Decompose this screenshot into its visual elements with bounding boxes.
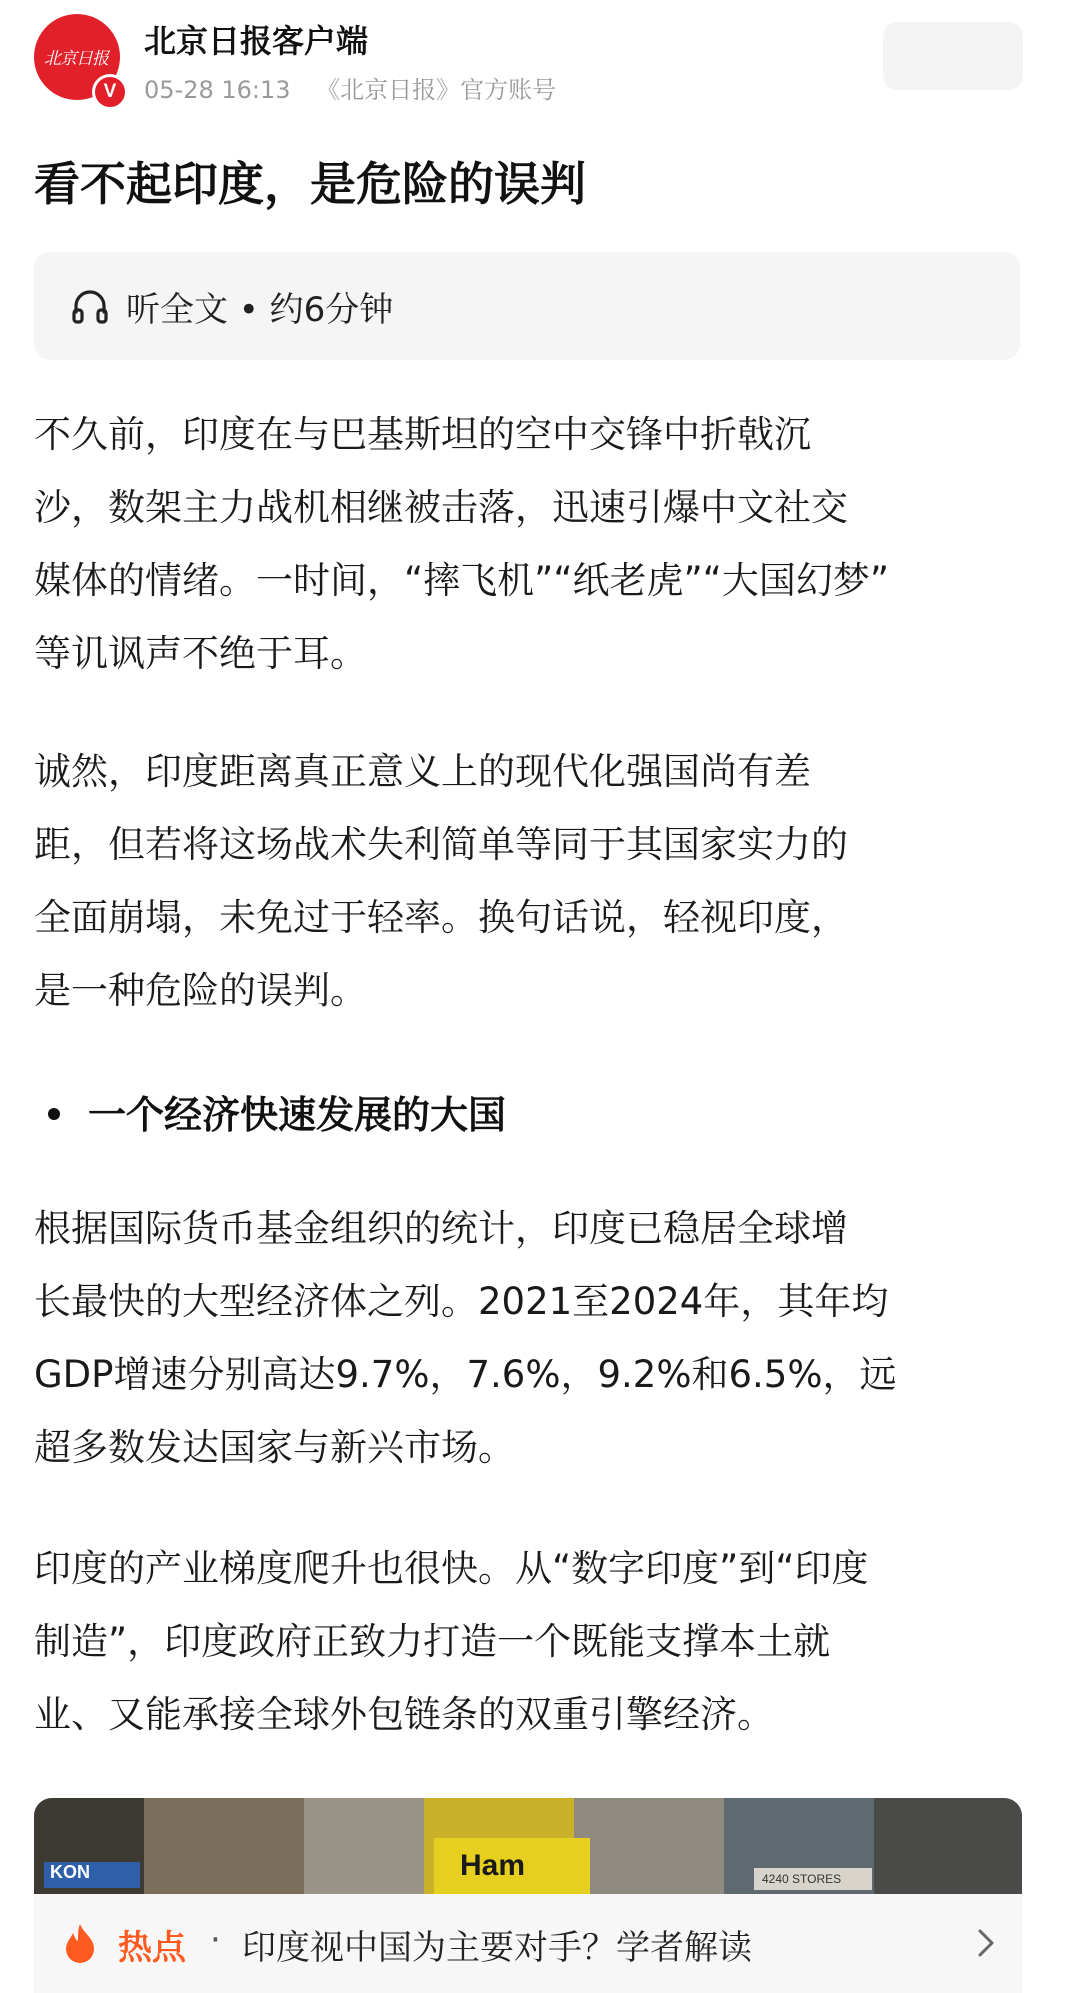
paragraph-2 xyxy=(34,735,1034,1027)
hot-topic-label: 热点 xyxy=(118,1928,186,1968)
headphones-icon xyxy=(70,286,110,326)
bullet-icon xyxy=(48,1108,60,1120)
follow-button[interactable] xyxy=(883,22,1023,90)
paragraph-3 xyxy=(34,1192,1034,1484)
post-meta xyxy=(144,70,556,105)
hot-topic-bar[interactable] xyxy=(34,1894,1022,1993)
paragraph-4 xyxy=(34,1532,1034,1751)
section-heading-text: 一个经济快速发展的大国 xyxy=(88,1093,507,1137)
post-date-time: 05-28 16:13 xyxy=(144,76,291,104)
avatar-logo-text: 北京日报 xyxy=(44,49,108,69)
verified-badge-icon: V xyxy=(92,74,128,110)
article-photo[interactable] xyxy=(34,1798,1022,1894)
paragraph-line: GDP增速分别高达9.7%，7.6%，9.2%和6.5%，远 xyxy=(34,1353,897,1396)
paragraph-line: 根据国际货币基金组织的统计，印度已稳居全球增 xyxy=(34,1207,848,1250)
paragraph-line: 全面崩塌，未免过于轻率。换句话说，轻视印度， xyxy=(34,896,848,939)
paragraph-line: 等讥讽声不绝于耳。 xyxy=(34,632,367,675)
listen-full-text-bar[interactable] xyxy=(34,252,1020,360)
photo-sign-left: KON xyxy=(44,1862,140,1888)
photo-region xyxy=(874,1798,1022,1894)
article-title: 看不起印度，是危险的误判 xyxy=(34,157,586,211)
paragraph-1 xyxy=(34,398,1034,690)
paragraph-line: 长最快的大型经济体之列。2021至2024年，其年均 xyxy=(34,1280,889,1323)
paragraph-line: 制造”，印度政府正致力打造一个既能支撑本土就 xyxy=(34,1620,831,1663)
paragraph-line: 印度的产业梯度爬升也很快。从“数字印度”到“印度 xyxy=(34,1547,869,1590)
paragraph-line: 距，但若将这场战术失利简单等同于其国家实力的 xyxy=(34,823,848,866)
account-header xyxy=(34,14,1035,106)
paragraph-line: 业、又能承接全球外包链条的双重引擎经济。 xyxy=(34,1693,774,1736)
hot-topic-text[interactable]: 印度视中国为主要对手？学者解读 xyxy=(242,1928,752,1968)
photo-region xyxy=(574,1798,724,1894)
listen-label: 听全文 • 约6分钟 xyxy=(126,290,394,330)
photo-sign-mid: Ham xyxy=(434,1838,590,1894)
section-heading xyxy=(34,1084,506,1139)
paragraph-line: 诚然，印度距离真正意义上的现代化强国尚有差 xyxy=(34,750,811,793)
paragraph-line: 媒体的情绪。一时间，“摔飞机”“纸老虎”“大国幻梦” xyxy=(34,559,890,602)
photo-sign-right: 4240 STORES xyxy=(754,1868,872,1890)
photo-region xyxy=(304,1798,424,1894)
chevron-right-icon[interactable] xyxy=(976,1928,996,1958)
flame-icon xyxy=(64,1922,96,1964)
hot-topic-separator: · xyxy=(210,1920,221,1960)
account-source-label: 《北京日报》官方账号 xyxy=(316,76,557,104)
account-name[interactable]: 北京日报客户端 xyxy=(144,22,369,60)
photo-region xyxy=(144,1798,304,1894)
paragraph-line: 不久前，印度在与巴基斯坦的空中交锋中折戟沉 xyxy=(34,413,811,456)
paragraph-line: 沙，数架主力战机相继被击落，迅速引爆中文社交 xyxy=(34,486,848,529)
paragraph-line: 超多数发达国家与新兴市场。 xyxy=(34,1426,515,1469)
paragraph-line: 是一种危险的误判。 xyxy=(34,969,367,1012)
